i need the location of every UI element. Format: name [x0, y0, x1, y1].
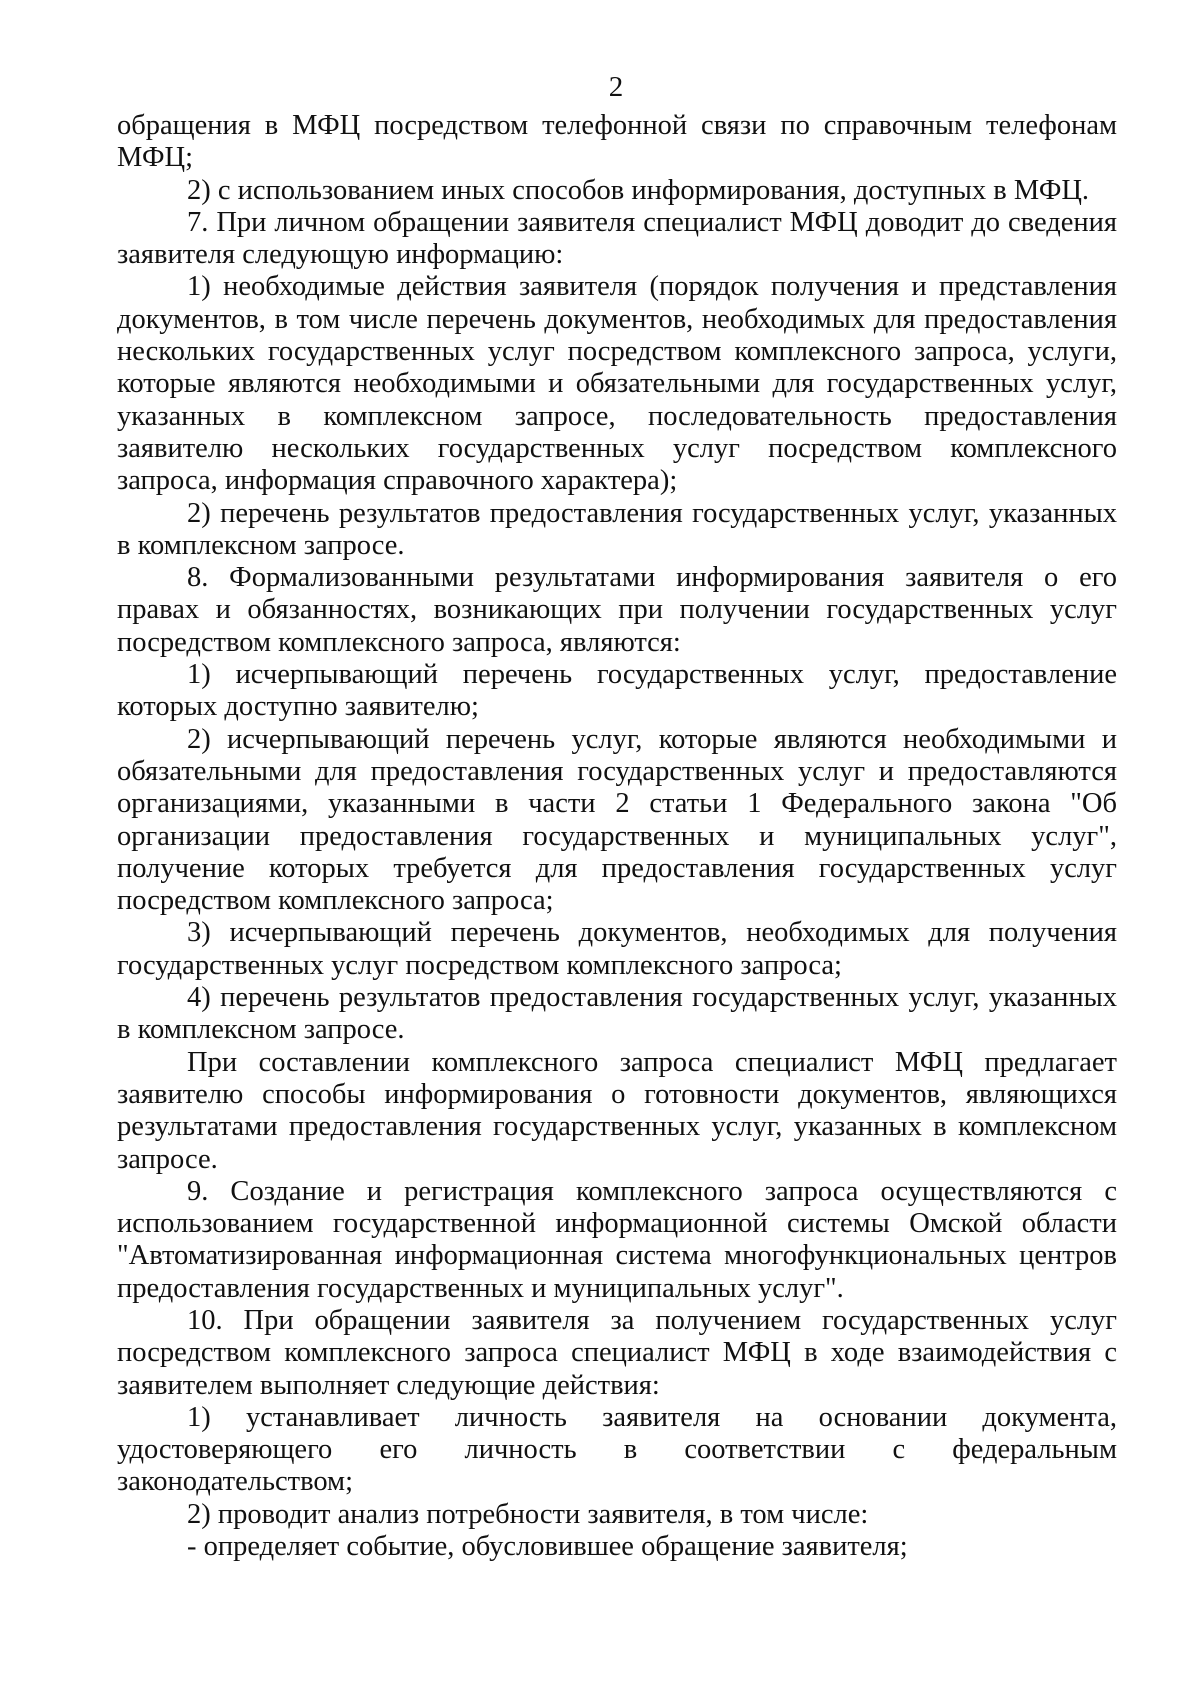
paragraph-11: При составлении комплексного запроса специалист МФЦ предлагает заявителю способы информирования о готовности документов, являющихся результатами предоставления государственных услуг, указанных в комплексном запросе.: [117, 1046, 1117, 1175]
page-number: 2: [608, 71, 624, 103]
paragraph-14: 1) устанавливает личность заявителя на основании документа, удостоверяющего его личность в соответствии с федеральным законодательством;: [117, 1401, 1117, 1498]
paragraph-16: - определяет событие, обусловившее обращение заявителя;: [187, 1531, 908, 1563]
paragraph-6: 8. Формализованными результатами информирования заявителя о его правах и обязанностях, возникающих при получении государственных услуг посредством комплексного запроса, являются:: [117, 562, 1117, 658]
paragraph-10: 4) перечень результатов предоставления государственных услуг, указанных в комплексном запросе.: [117, 982, 1117, 1046]
paragraph-15: 2) проводит анализ потребности заявителя, в том числе:: [187, 1498, 869, 1530]
paragraph-5: 2) перечень результатов предоставления государственных услуг, указанных в комплексном запросе.: [117, 497, 1117, 561]
paragraph-3: 7. При личном обращении заявителя специалист МФЦ доводит до сведения заявителя следующую информацию:: [117, 206, 1117, 271]
paragraph-9: 3) исчерпывающий перечень документов, необходимых для получения государственных услуг посредством комплексного запроса;: [117, 917, 1117, 981]
document-body: [117, 110, 1117, 1563]
paragraph-13: 10. При обращении заявителя за получением государственных услуг посредством комплексного запроса специалист МФЦ в ходе взаимодействия с заявителем выполняет следующие действия:: [117, 1304, 1117, 1401]
paragraph-12: 9. Создание и регистрация комплексного запроса осуществляются с использованием государственной информационной системы Омской области "Автоматизированная информационная система многофункциональных центров предоставления государственных и муниципальных услуг".: [117, 1175, 1117, 1304]
paragraph-2: 2) с использованием иных способов информирования, доступных в МФЦ.: [187, 174, 1090, 206]
paragraph-7: 1) исчерпывающий перечень государственных услуг, предоставление которых доступно заявителю;: [117, 659, 1117, 723]
paragraph-1: обращения в МФЦ посредством телефонной связи по справочным телефонам МФЦ;: [117, 110, 1117, 174]
paragraph-8: 2) исчерпывающий перечень услуг, которые являются необходимыми и обязательными для предоставления государственных услуг и предоставляются организациями, указанными в части 2 статьи 1 Федерального закона "Об организации предоставления государственных и муниципальных услуг", получение которых требуется для предоставления государственных услуг посредством комплексного запроса;: [117, 723, 1117, 917]
paragraph-4: 1) необходимые действия заявителя (порядок получения и представления документов, в том числе перечень документов, необходимых для предоставления нескольких государственных услуг посредством комплексного запроса, услуги, которые являются необходимыми и обязательными для государственных услуг, указанных в комплексном запросе, последовательность предоставления заявителю нескольких государственных услуг посредством комплексного запроса, информация справочного характера);: [117, 271, 1117, 497]
